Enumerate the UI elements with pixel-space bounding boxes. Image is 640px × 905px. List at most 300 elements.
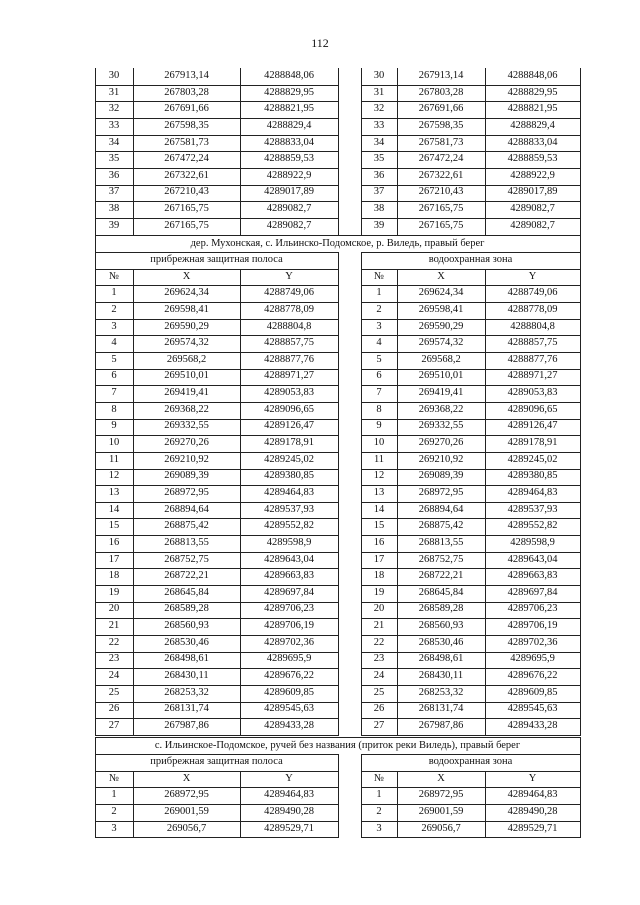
x-coordinate: 267472,24 [164, 153, 209, 165]
x-coordinate: 268875,42 [164, 520, 209, 532]
x-coordinate: 268589,28 [164, 603, 209, 615]
y-coordinate: 4289697,84 [264, 586, 314, 598]
y-coordinate: 4289706,23 [507, 603, 558, 615]
point-number: 30 [108, 70, 120, 81]
point-number: 2 [111, 303, 117, 315]
x-coordinate: 269568,2 [166, 353, 207, 365]
point-number: 12 [373, 470, 385, 482]
grid-line [580, 269, 581, 735]
y-coordinate: 4289082,7 [510, 203, 555, 215]
y-coordinate: 4289433,28 [507, 719, 558, 731]
point-number: 25 [108, 686, 120, 698]
table-body [95, 787, 580, 837]
y-coordinate: 4289529,71 [507, 822, 558, 834]
x-coordinate: 269574,32 [418, 337, 464, 349]
x-coordinate: 268894,64 [418, 503, 464, 515]
y-coordinate: 4289490,28 [264, 805, 314, 817]
y-coordinate: 4288829,4 [510, 119, 555, 131]
x-coordinate: 267322,61 [164, 169, 209, 181]
left-subtitle: прибрежная защитная полоса [150, 756, 283, 767]
x-coordinate: 268560,93 [418, 620, 464, 632]
table-row [95, 518, 580, 535]
y-coordinate: 4289609,85 [507, 686, 558, 698]
y-coordinate: 4288804,8 [266, 320, 312, 332]
grid-line [580, 252, 581, 269]
y-header: Y [285, 772, 293, 784]
x-coordinate: 267472,24 [418, 153, 464, 165]
x-coordinate: 267581,73 [164, 136, 209, 148]
x-coordinate: 267598,35 [164, 119, 209, 131]
y-header: Y [528, 270, 537, 282]
y-coordinate: 4289082,7 [266, 219, 312, 231]
x-coordinate: 269598,41 [164, 303, 209, 315]
point-number: 1 [111, 789, 117, 801]
x-coordinate: 267803,28 [418, 86, 464, 98]
x-coordinate: 267803,28 [164, 86, 209, 98]
point-number: 33 [108, 119, 120, 131]
point-number: 13 [373, 486, 385, 498]
table-row [95, 151, 580, 168]
x-header: X [437, 270, 445, 282]
point-number: 7 [376, 387, 382, 399]
table-row [95, 418, 580, 435]
table-row [95, 435, 580, 452]
point-number: 14 [108, 503, 120, 515]
table-row [95, 685, 580, 702]
x-coordinate: 269510,01 [418, 370, 464, 382]
x-coordinate: 268253,32 [164, 686, 209, 698]
table-row [95, 651, 580, 668]
right-subtitle: водоохранная зона [428, 254, 513, 265]
grid-line [580, 754, 581, 771]
y-coordinate: 4289702,36 [264, 636, 314, 648]
left-subtitle: прибрежная защитная полоса [150, 254, 283, 265]
point-number: 4 [111, 337, 117, 349]
num-header: № [373, 772, 385, 784]
point-number: 18 [373, 570, 385, 582]
y-coordinate: 4289126,47 [507, 420, 558, 432]
table-row [95, 101, 580, 118]
grid-line [95, 735, 339, 736]
y-coordinate: 4289552,82 [507, 520, 558, 532]
table-row [95, 352, 580, 369]
y-coordinate: 4289676,22 [507, 670, 558, 682]
point-number: 3 [111, 320, 117, 332]
x-coordinate: 267165,75 [418, 219, 464, 231]
table-row [95, 85, 580, 102]
point-number: 38 [108, 203, 120, 215]
table-row [95, 168, 580, 185]
x-coordinate: 267165,75 [164, 203, 209, 215]
x-coordinate: 269056,7 [166, 822, 207, 834]
x-coordinate: 267322,61 [418, 169, 464, 181]
table-row [95, 485, 580, 502]
x-coordinate: 267691,66 [418, 103, 464, 115]
table-row [95, 787, 580, 804]
point-number: 19 [373, 586, 385, 598]
y-coordinate: 4289706,23 [264, 603, 314, 615]
x-header: X [182, 772, 191, 784]
point-number: 2 [376, 303, 382, 315]
point-number: 22 [373, 636, 385, 648]
x-coordinate: 268645,84 [164, 586, 209, 598]
point-number: 25 [373, 686, 385, 698]
y-coordinate: 4289464,83 [507, 486, 558, 498]
point-number: 3 [111, 822, 117, 834]
y-header: Y [285, 270, 293, 282]
point-number: 9 [111, 420, 117, 432]
x-coordinate: 268722,21 [418, 570, 464, 582]
x-coordinate: 268560,93 [164, 620, 209, 632]
grid-line [580, 235, 581, 252]
point-number: 11 [373, 453, 385, 465]
y-coordinate: 4288877,76 [507, 353, 558, 365]
table-row [95, 68, 580, 85]
x-coordinate: 267987,86 [164, 719, 209, 731]
x-coordinate: 269368,22 [164, 403, 209, 415]
y-coordinate: 4289598,9 [510, 536, 555, 548]
point-number: 17 [373, 553, 385, 565]
table-row [95, 535, 580, 552]
y-coordinate: 4289598,9 [266, 536, 312, 548]
table-row [95, 118, 580, 135]
section-ilinskoe-podomskoe [95, 737, 580, 837]
table-row [95, 601, 580, 618]
y-coordinate: 4289464,83 [264, 789, 314, 801]
x-coordinate: 267165,75 [164, 219, 209, 231]
x-coordinate: 269419,41 [164, 387, 209, 399]
x-coordinate: 268972,95 [418, 486, 464, 498]
num-header: № [373, 270, 385, 282]
y-coordinate: 4288821,95 [264, 103, 314, 115]
point-number: 32 [373, 103, 385, 115]
table-row [95, 701, 580, 718]
table-row [95, 618, 580, 635]
x-coordinate: 269590,29 [164, 320, 209, 332]
x-coordinate: 267210,43 [164, 186, 209, 198]
point-number: 26 [373, 703, 385, 715]
y-coordinate: 4289552,82 [264, 520, 314, 532]
y-coordinate: 4289380,85 [507, 470, 558, 482]
column-header-row [95, 771, 580, 788]
y-coordinate: 4288859,53 [507, 153, 558, 165]
x-coordinate: 268498,61 [164, 653, 209, 665]
point-number: 22 [108, 636, 120, 648]
point-number: 31 [373, 86, 385, 98]
point-number: 35 [108, 153, 120, 165]
point-number: 23 [108, 653, 120, 665]
y-coordinate: 4288971,27 [507, 370, 558, 382]
point-number: 35 [373, 153, 385, 165]
y-coordinate: 4288859,53 [264, 153, 314, 165]
y-coordinate: 4289697,84 [507, 586, 558, 598]
table-row [95, 385, 580, 402]
x-coordinate: 267210,43 [418, 186, 464, 198]
point-number: 39 [108, 219, 120, 231]
section-title: с. Ильинское-Подомское, ручей без названия (приток реки Виледь), правый берег [154, 740, 521, 751]
point-number: 13 [108, 486, 120, 498]
x-coordinate: 269270,26 [418, 437, 464, 449]
y-coordinate: 4289490,28 [507, 805, 558, 817]
x-coordinate: 268645,84 [418, 586, 464, 598]
x-coordinate: 268813,55 [164, 536, 209, 548]
x-coordinate: 269368,22 [418, 403, 464, 415]
x-coordinate: 269210,92 [164, 453, 209, 465]
point-number: 3 [376, 822, 382, 834]
x-header: X [182, 270, 191, 282]
page-number: 112 [311, 36, 329, 50]
point-number: 16 [373, 536, 385, 548]
x-coordinate: 267165,75 [418, 203, 464, 215]
point-number: 30 [373, 70, 385, 81]
y-coordinate: 4289706,19 [507, 620, 558, 632]
grid-line [361, 735, 581, 736]
x-coordinate: 269056,7 [421, 822, 461, 834]
table-row [95, 368, 580, 385]
point-number: 32 [108, 103, 120, 115]
table-row [95, 821, 580, 838]
point-number: 27 [108, 719, 120, 731]
x-coordinate: 267691,66 [164, 103, 209, 115]
point-number: 14 [373, 503, 385, 515]
y-coordinate: 4289609,85 [264, 686, 314, 698]
table-row [95, 585, 580, 602]
point-number: 1 [376, 789, 382, 801]
y-coordinate: 4289643,04 [264, 553, 314, 565]
table-row [95, 568, 580, 585]
y-coordinate: 4289053,83 [507, 387, 558, 399]
x-coordinate: 269332,55 [418, 420, 464, 432]
table-body [95, 68, 580, 234]
point-number: 2 [111, 805, 117, 817]
point-number: 8 [111, 403, 117, 415]
y-coordinate: 4289695,9 [266, 653, 312, 665]
point-number: 15 [373, 520, 385, 532]
table-row [95, 135, 580, 152]
y-header: Y [528, 772, 537, 784]
x-coordinate: 269590,29 [418, 320, 464, 332]
section-title: дер. Мухонская, с. Ильинско-Подомское, р. Виледь, правый берег [190, 238, 485, 249]
y-coordinate: 4289017,89 [507, 186, 558, 198]
point-number: 3 [376, 320, 382, 332]
y-coordinate: 4289096,65 [507, 403, 558, 415]
x-coordinate: 268894,64 [164, 503, 209, 515]
point-number: 33 [373, 119, 385, 131]
table-row [95, 285, 580, 302]
table-row [95, 635, 580, 652]
x-coordinate: 268131,74 [164, 703, 209, 715]
x-coordinate: 268875,42 [418, 520, 464, 532]
y-coordinate: 4288778,09 [264, 303, 314, 315]
point-number: 38 [373, 203, 385, 215]
table-row [95, 502, 580, 519]
point-number: 11 [108, 453, 120, 465]
right-subtitle: водоохранная зона [428, 756, 513, 767]
y-coordinate: 4288848,06 [264, 70, 314, 81]
table-row [95, 452, 580, 469]
num-header: № [108, 772, 120, 784]
table-row [95, 468, 580, 485]
y-coordinate: 4289126,47 [264, 420, 314, 432]
point-number: 1 [376, 287, 382, 299]
y-coordinate: 4289178,91 [264, 437, 314, 449]
point-number: 34 [373, 136, 385, 148]
y-coordinate: 4289178,91 [507, 437, 558, 449]
x-coordinate: 269210,92 [418, 453, 464, 465]
table-row [95, 184, 580, 201]
y-coordinate: 4289676,22 [264, 670, 314, 682]
point-number: 20 [373, 603, 385, 615]
x-coordinate: 269089,39 [418, 470, 464, 482]
point-number: 37 [373, 186, 385, 198]
point-number: 26 [108, 703, 120, 715]
y-coordinate: 4289537,93 [507, 503, 558, 515]
y-coordinate: 4289082,7 [510, 219, 555, 231]
x-coordinate: 268589,28 [418, 603, 464, 615]
point-number: 10 [108, 437, 120, 449]
point-number: 36 [373, 169, 385, 181]
y-coordinate: 4288821,95 [507, 103, 558, 115]
point-number: 12 [108, 470, 120, 482]
point-number: 7 [111, 387, 117, 399]
y-coordinate: 4289537,93 [264, 503, 314, 515]
point-number: 34 [108, 136, 120, 148]
x-coordinate: 269419,41 [418, 387, 464, 399]
y-coordinate: 4289245,02 [264, 453, 314, 465]
x-coordinate: 267913,14 [164, 70, 209, 81]
x-coordinate: 268813,55 [418, 536, 464, 548]
y-coordinate: 4288922,9 [510, 169, 555, 181]
x-coordinate: 267598,35 [418, 119, 464, 131]
coordinates-table-continued [95, 68, 580, 234]
point-number: 39 [373, 219, 385, 231]
y-coordinate: 4289702,36 [507, 636, 558, 648]
x-coordinate: 269332,55 [164, 420, 209, 432]
grid-line [580, 771, 581, 838]
point-number: 18 [108, 570, 120, 582]
y-coordinate: 4288749,06 [264, 287, 314, 299]
x-coordinate: 269624,34 [418, 287, 464, 299]
point-number: 36 [108, 169, 120, 181]
x-coordinate: 267581,73 [418, 136, 464, 148]
x-coordinate: 269624,34 [164, 287, 209, 299]
point-number: 21 [108, 620, 120, 632]
point-number: 37 [108, 186, 120, 198]
point-number: 27 [373, 719, 385, 731]
y-coordinate: 4288857,75 [264, 337, 314, 349]
table-row [95, 335, 580, 352]
x-coordinate: 268972,95 [164, 486, 209, 498]
x-coordinate: 269001,59 [418, 805, 464, 817]
x-coordinate: 268972,95 [164, 789, 209, 801]
y-coordinate: 4288749,06 [507, 287, 558, 299]
x-coordinate: 268530,46 [164, 636, 209, 648]
x-header: X [437, 772, 445, 784]
y-coordinate: 4288922,9 [266, 169, 312, 181]
y-coordinate: 4289529,71 [264, 822, 314, 834]
x-coordinate: 268430,11 [418, 670, 464, 682]
x-coordinate: 268752,75 [164, 553, 209, 565]
x-coordinate: 269089,39 [164, 470, 209, 482]
y-coordinate: 4289017,89 [264, 186, 314, 198]
point-number: 17 [108, 553, 120, 565]
point-number: 19 [108, 586, 120, 598]
table-row [95, 319, 580, 336]
table-row [95, 302, 580, 319]
y-coordinate: 4288829,4 [266, 119, 312, 131]
point-number: 1 [111, 287, 117, 299]
grid-line [580, 737, 581, 754]
table-row [95, 552, 580, 569]
point-number: 9 [376, 420, 382, 432]
point-number: 6 [376, 370, 382, 382]
point-number: 4 [376, 337, 382, 349]
point-number: 31 [108, 86, 120, 98]
x-coordinate: 267913,14 [418, 70, 464, 81]
x-coordinate: 268253,32 [418, 686, 464, 698]
point-number: 20 [108, 603, 120, 615]
y-coordinate: 4289464,83 [507, 789, 558, 801]
table-row [95, 402, 580, 419]
y-coordinate: 4289433,28 [264, 719, 314, 731]
column-header-row [95, 269, 580, 286]
y-coordinate: 4289464,83 [264, 486, 314, 498]
y-coordinate: 4289245,02 [507, 453, 558, 465]
x-coordinate: 268131,74 [418, 703, 464, 715]
point-number: 2 [376, 805, 382, 817]
y-coordinate: 4289663,83 [264, 570, 314, 582]
x-coordinate: 269270,26 [164, 437, 209, 449]
y-coordinate: 4289706,19 [264, 620, 314, 632]
y-coordinate: 4289545,63 [507, 703, 558, 715]
y-coordinate: 4288833,04 [264, 136, 314, 148]
y-coordinate: 4288857,75 [507, 337, 558, 349]
point-number: 16 [108, 536, 120, 548]
x-coordinate: 268430,11 [164, 670, 209, 682]
point-number: 6 [111, 370, 117, 382]
point-number: 24 [373, 670, 385, 682]
x-coordinate: 267987,86 [418, 719, 464, 731]
table-body [95, 285, 580, 734]
table-row [95, 718, 580, 735]
x-coordinate: 269568,2 [421, 353, 461, 365]
y-coordinate: 4288804,8 [510, 320, 555, 332]
table-row [95, 804, 580, 821]
table-row [95, 218, 580, 235]
x-coordinate: 268972,95 [418, 789, 464, 801]
point-number: 23 [373, 653, 385, 665]
x-coordinate: 268530,46 [418, 636, 464, 648]
point-number: 15 [108, 520, 120, 532]
x-coordinate: 268722,21 [164, 570, 209, 582]
point-number: 10 [373, 437, 385, 449]
subtitle-row [95, 754, 580, 771]
x-coordinate: 268498,61 [418, 653, 464, 665]
y-coordinate: 4289096,65 [264, 403, 314, 415]
y-coordinate: 4288829,95 [507, 86, 558, 98]
y-coordinate: 4288877,76 [264, 353, 314, 365]
point-number: 5 [111, 353, 117, 365]
point-number: 24 [108, 670, 120, 682]
y-coordinate: 4289380,85 [264, 470, 314, 482]
section-mukhonskaya [95, 235, 580, 735]
x-coordinate: 268752,75 [418, 553, 464, 565]
grid-line [580, 68, 581, 235]
point-number: 8 [376, 403, 382, 415]
y-coordinate: 4288833,04 [507, 136, 558, 148]
x-coordinate: 269510,01 [164, 370, 209, 382]
x-coordinate: 269001,59 [164, 805, 209, 817]
